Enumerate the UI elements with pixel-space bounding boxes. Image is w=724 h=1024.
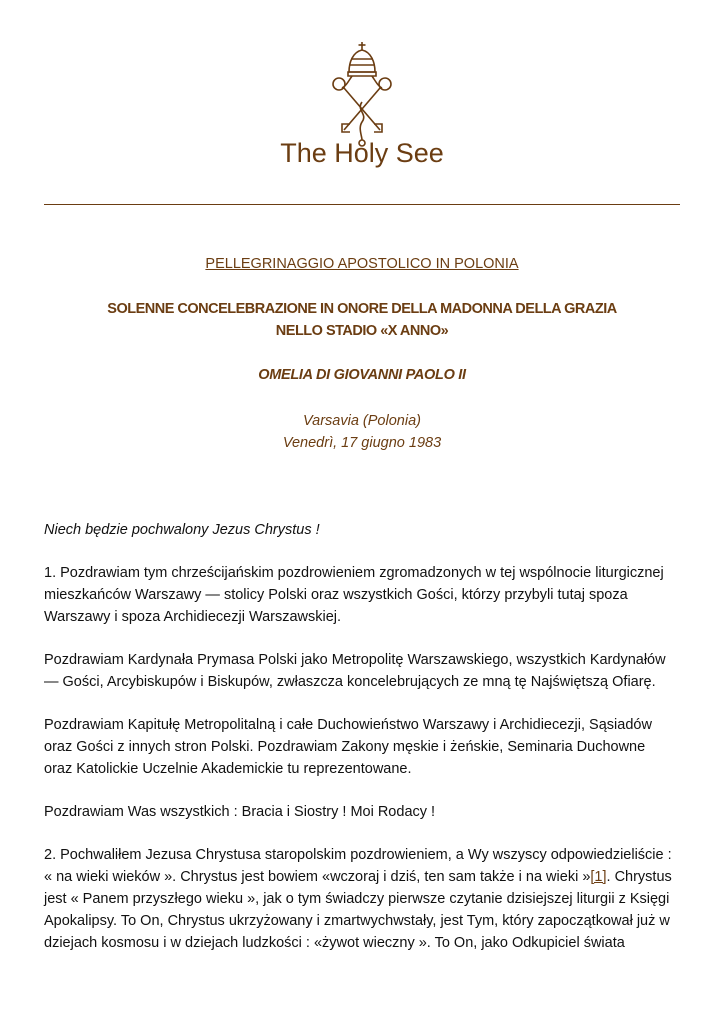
text-line: 1. Pozdrawiam tym chrześcijańskim pozdrowieniem zgromadzonych w tej wspólnocie liturgicznej: [44, 565, 664, 581]
text-line: mieszkańców Warszawy — stolicy Polski oraz wszystkich Gości, którzy przybyli tutaj spoza: [44, 587, 628, 603]
text-line: oraz Gości z innych stron Polski. Pozdrawiam Zakony męskie i żeńskie, Seminaria Duchowne: [44, 739, 646, 755]
document-headline: [0, 298, 724, 342]
headline-line-1: SOLENNE CONCELEBRAZIONE IN ONORE DELLA MADONNA DELLA GRAZIA: [107, 301, 617, 317]
footnote-link[interactable]: [1]: [590, 869, 607, 885]
paragraph-2: [44, 649, 684, 693]
place: Varsavia (Polonia): [303, 413, 421, 429]
homily-heading: OMELIA DI GIOVANNI PAOLO II: [258, 367, 466, 383]
text-line: Pozdrawiam Kapitułę Metropolitalną i całe Duchowieństwo Warszawy i Archidiecezji, Sąsiadów: [44, 717, 652, 733]
papal-emblem-icon: [322, 40, 402, 148]
text-line: — Gości, Arcybiskupów i Biskupów, zwłaszcza koncelebrujących ze mną tę Najświętszą Ofiarę.: [44, 674, 656, 690]
paragraph-5: [44, 844, 684, 954]
site-title[interactable]: The Holy See: [280, 138, 444, 168]
text-segment: . Chrystus: [606, 869, 672, 885]
text-line: oraz Katolickie Uczelnie Akademickie tu reprezentowane.: [44, 761, 412, 777]
date: Venedrì, 17 giugno 1983: [282, 435, 442, 451]
text-line: 2. Pochwaliłem Jezusa Chrystusa staropolskim pozdrowieniem, a Wy wszyscy odpowiedzieliście :: [44, 847, 672, 863]
text-line: Warszawy i spoza Archidiecezji Warszawskiej.: [44, 609, 342, 625]
text-line: jest « Panem przyszłego wieku », jak o tym świadczy pierwsze czytanie dzisiejszej liturgii z Księgi: [44, 891, 670, 907]
paragraph-3: [44, 714, 684, 780]
paragraph-1: [44, 562, 684, 628]
text-line: Apokalipsy. To On, Chrystus ukrzyżowany i zmartwychwstały, jest Tym, który zapoczątkował już w: [44, 913, 670, 929]
headline-line-2: NELLO STADIO «X ANNO»: [275, 323, 449, 339]
pilgrimage-link[interactable]: PELLEGRINAGGIO APOSTOLICO IN POLONIA: [205, 256, 519, 272]
paragraph-4: Pozdrawiam Was wszystkich : Bracia i Siostry ! Moi Rodacy !: [44, 804, 436, 820]
homily-text: [44, 519, 684, 975]
header-divider: [44, 204, 680, 205]
text-line: Pozdrawiam Kardynała Prymasa Polski jako Metropolitę Warszawskiego, wszystkich Kardynałów: [44, 652, 666, 668]
text-line: [44, 866, 684, 888]
text-line: dziejach kosmosu i w dziejach ludzkości : «żywot wieczny ». To On, jako Odkupiciel świata: [44, 935, 625, 951]
text-segment: « na wieki wieków ». Chrystus jest bowiem «wczoraj i dziś, ten sam także i na wieki »: [44, 869, 591, 885]
greeting-paragraph: Niech będzie pochwalony Jezus Chrystus !: [44, 522, 320, 538]
place-and-date: [0, 410, 724, 454]
